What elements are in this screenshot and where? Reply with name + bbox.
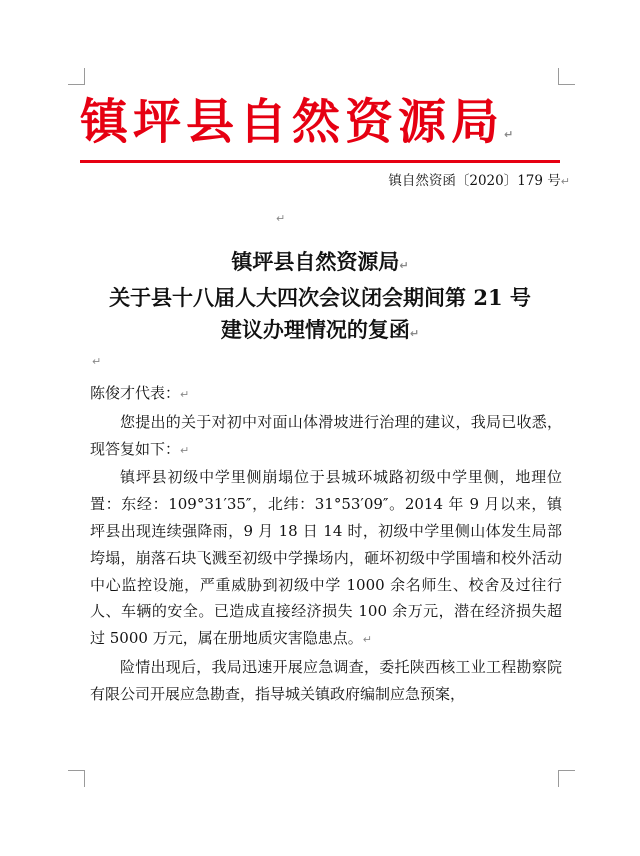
body-paragraph-2 xyxy=(90,464,562,654)
paragraph-mark-icon: ↵ xyxy=(399,259,409,272)
title-line-2-text: 关于县十八届人大四次会议闭会期间第 21 号 xyxy=(109,285,531,310)
blank-line-mark-icon: ↵ xyxy=(276,212,286,225)
paragraph-mark-icon: ↵ xyxy=(180,388,190,401)
salutation-text: 陈俊才代表： xyxy=(90,384,181,402)
title-line-1 xyxy=(80,246,560,282)
paragraph-mark-icon: ↵ xyxy=(180,443,190,457)
letterhead-title xyxy=(80,92,566,165)
letterhead-title-text: 镇坪县自然资源局 xyxy=(80,94,505,150)
title-line-2 xyxy=(80,282,560,314)
letter-body xyxy=(90,380,562,708)
paragraph-mark-icon: ↵ xyxy=(560,175,570,188)
margin-corner-bottom-right xyxy=(558,770,575,787)
margin-corner-top-left xyxy=(68,68,85,85)
margin-corner-top-right xyxy=(558,68,575,85)
body-paragraph-3 xyxy=(90,654,562,708)
paragraph-mark-icon: ↵ xyxy=(409,327,420,340)
paragraph-mark-icon: ↵ xyxy=(504,128,519,141)
letter-title xyxy=(80,246,560,350)
body-paragraph-1 xyxy=(90,409,562,465)
title-line-3-text: 建议办理情况的复函 xyxy=(220,317,410,342)
paragraph-text: 险情出现后，我局迅速开展应急调查，委托陕西核工业工程勘察院有限公司开展应急勘查，指导城关镇政府编制应急预案， xyxy=(90,657,562,703)
margin-corner-bottom-left xyxy=(68,770,85,787)
title-line-3 xyxy=(80,314,560,350)
paragraph-text: 镇坪县初级中学里侧崩塌位于县城环城路初级中学里侧，地理位置：东经：109°31′35″，北纬：31°53′09″。2014 年 9 月以来，镇坪县出现连续强降雨，9 月 18 日 14 时，初级中学里侧山体发生局部垮塌，崩落石块飞溅至初级中学操场内，砸坏初级中学围墙和校外活动中心监控设施，严重威胁到初级中学 1000 余名师生、校舍及过往行人、车辆的安全。已造成直接经济损失 100 余万元，潜在经济损失超过 5000 万元，属在册地质灾害隐患点。 xyxy=(90,468,562,648)
document-number-text: 镇自然资函〔2020〕179 号 xyxy=(388,173,561,189)
document-number xyxy=(388,171,570,192)
paragraph-mark-icon: ↵ xyxy=(362,633,372,647)
salutation xyxy=(90,380,562,409)
blank-line-mark-icon: ↵ xyxy=(92,355,102,368)
title-line-1-text: 镇坪县自然资源局 xyxy=(231,249,400,274)
paragraph-text: 您提出的关于对初中对面山体滑坡进行治理的建议，我局已收悉，现答复如下： xyxy=(90,412,562,458)
letterhead-red-rule xyxy=(80,160,560,163)
